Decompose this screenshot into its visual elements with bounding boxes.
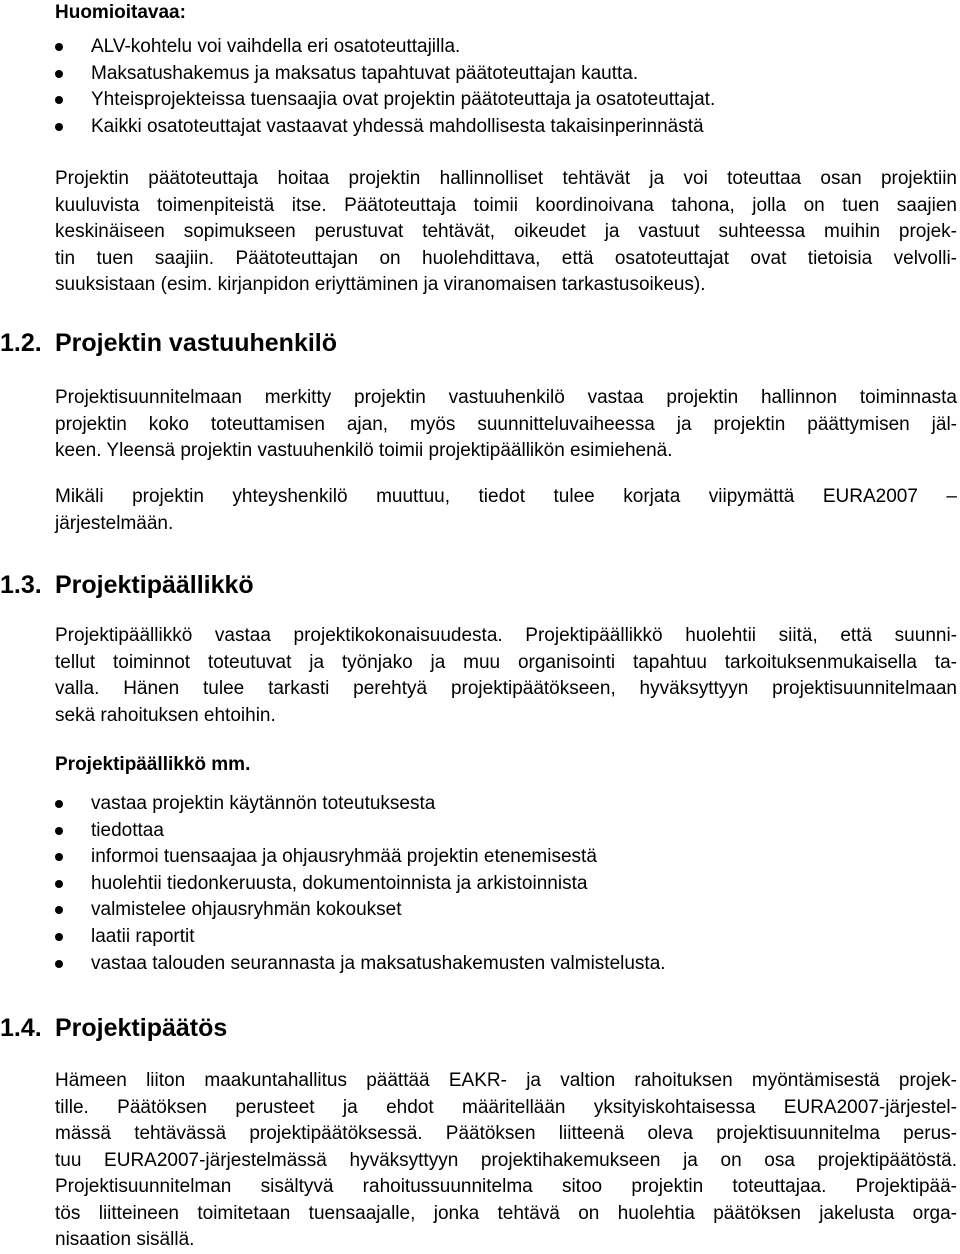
bullet-icon [55,123,63,131]
bullet-icon [55,933,63,941]
bullet-icon [55,43,63,51]
section-1-2-paragraph-1: Projektisuunnitelmaan merkitty projektin vastuuhenkilö vastaa projektin hallinnon toiminnasta projektin koko toteuttamisen ajan, myös suunnitteluvaiheessa ja projektin päättymisen jäl- keen. Yleensä projektin vastuuhenkilö toimii projektipäällikön esimiehenä. [55,387,957,461]
bullet-icon [55,827,63,835]
list-item: laatii raportit [55,924,955,951]
section-1-3-paragraph: Projektipäällikkö vastaa projektikokonaisuudesta. Projektipäällikkö huolehtii siitä, että suunni- tellut toiminnot toteutuvat ja työnjako ja muu organisointi tapahtuu tarkoituksenmukaisella ta- valla. Hänen tulee tarkasti perehtyä projektipäätökseen, hyväksyttyyn projektisuunnitelmaan sekä rahoituksen ehtoihin. [55,625,957,726]
bullet-icon [55,853,63,861]
notes-heading: Huomioitavaa: [55,2,186,23]
list-item: tiedottaa [55,818,955,845]
bullet-icon [55,70,63,78]
duties-list [55,791,955,977]
bullet-icon [55,800,63,808]
bullet-icon [55,96,63,104]
list-item: huolehtii tiedonkeruusta, dokumentoinnista ja arkistoinnista [55,871,955,898]
notes-paragraph: Projektin päätoteuttaja hoitaa projektin hallinnolliset tehtävät ja voi toteuttaa osan projektiin kuuluvista toimenpiteistä itse. Päätoteuttaja toimii koordinoivana tahona, jolla on tuen saajien keskinäiseen sopimukseen perustuvat tehtävät, oikeudet ja vastuut suhteessa muihin projek- tin tuen saajiin. Päätoteuttajan on huolehdittava, että osatoteuttajat ovat tietoisia velvolli- suuksistaan (esim. kirjanpidon eriyttäminen ja viranomaisen tarkastusoikeus). [55,168,957,295]
list-item: vastaa projektin käytännön toteutuksesta [55,791,955,818]
section-1-2-paragraph-2: Mikäli projektin yhteyshenkilö muuttuu, tiedot tulee korjata viipymättä EURA2007 – järjestelmään. [55,486,957,534]
list-item: ALV-kohtelu voi vaihdella eri osatoteuttajilla. [55,34,955,61]
list-item: informoi tuensaajaa ja ohjausryhmää projektin etenemisestä [55,844,955,871]
notes-list [55,34,955,140]
list-item: Maksatushakemus ja maksatus tapahtuvat päätoteuttajan kautta. [55,61,955,88]
list-item: Kaikki osatoteuttajat vastaavat yhdessä mahdollisesta takaisinperinnästä [55,114,955,141]
bullet-icon [55,960,63,968]
section-1-4-paragraph: Hämeen liiton maakuntahallitus päättää EAKR- ja valtion rahoituksen myöntämisestä projek- tille. Päätöksen perusteet ja ehdot määritellään yksityiskohtaisessa EURA2007-järjestel- mässä tehtävässä projektipäätöksessä. Päätöksen liitteenä oleva projektisuunnitelma perus- tuu EURA2007-järjestelmässä hyväksyttyyn projektihakemukseen ja on osa projektipäätöstä. Projektisuunnitelman sisältyvä rahoitussuunnitelma sitoo projektin toteuttajaa. Projektipää- tös liitteineen toimitetaan tuensaajalle, jonka tehtävä on huolehtia päätöksen jakelusta orga- nisaation sisällä. [55,1070,957,1250]
duties-subheading: Projektipäällikkö mm. [55,754,251,775]
bullet-icon [55,880,63,888]
section-heading-1-4: 1.4. Projektipäätös [0,1014,228,1042]
list-item: Yhteisprojekteissa tuensaajia ovat projektin päätoteuttaja ja osatoteuttajat. [55,87,955,114]
list-item: vastaa talouden seurannasta ja maksatushakemusten valmistelusta. [55,951,955,978]
bullet-icon [55,906,63,914]
section-heading-1-3: 1.3. Projektipäällikkö [0,571,254,599]
section-heading-1-2: 1.2. Projektin vastuuhenkilö [0,329,338,357]
list-item: valmistelee ohjausryhmän kokoukset [55,897,955,924]
